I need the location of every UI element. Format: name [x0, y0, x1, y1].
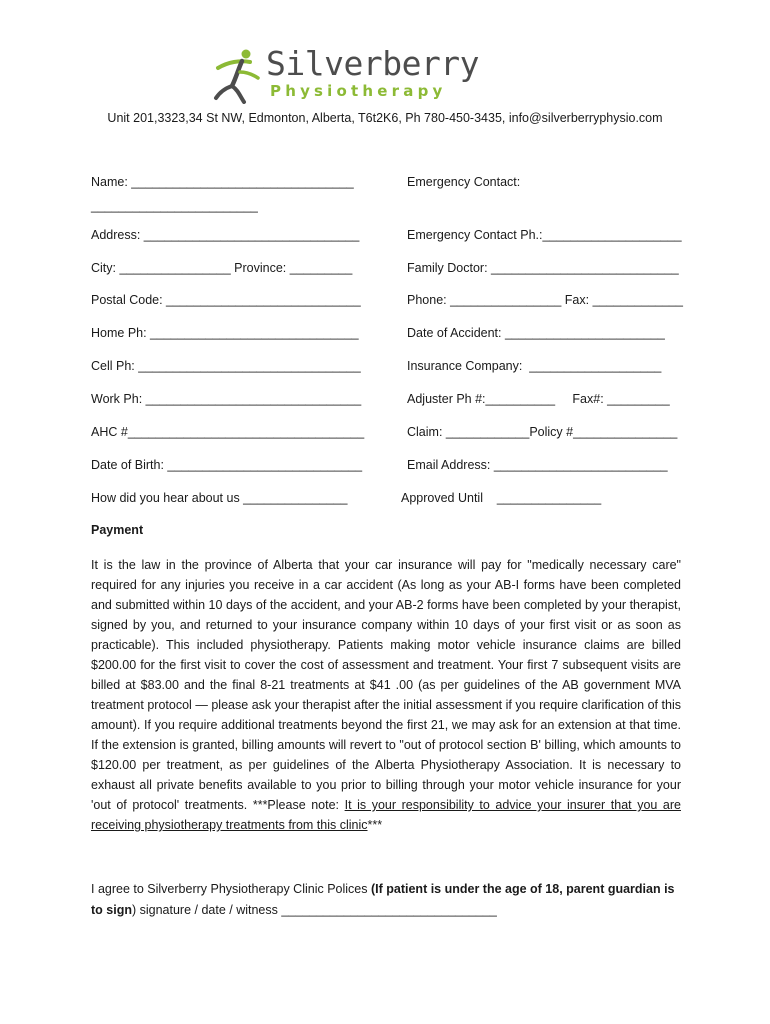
address-field[interactable]: Address: _______________________________ [91, 228, 360, 242]
name-field-continued[interactable]: ________________________ [91, 199, 258, 213]
agreement-statement [91, 879, 681, 921]
email-address-field[interactable]: Email Address: _________________________ [407, 458, 668, 472]
agreement-guardian-note: (If patient is under the age of 18, parent guardian is to sign [91, 882, 675, 917]
signature-field[interactable]: ) signature / date / witness _______________________________ [131, 903, 497, 917]
approved-until-field[interactable]: Approved Until _______________ [401, 491, 602, 505]
emergency-contact-phone-field[interactable]: Emergency Contact Ph.:____________________ [407, 228, 682, 242]
phone-fax-field[interactable]: Phone: ________________ Fax: _____________ [407, 293, 683, 307]
payment-paragraph [91, 555, 681, 835]
date-of-birth-field[interactable]: Date of Birth: ____________________________ [91, 458, 363, 472]
ahc-field[interactable]: AHC #__________________________________ [91, 425, 365, 439]
claim-policy-field[interactable]: Claim: ____________Policy #_______________ [407, 425, 678, 439]
clinic-address: Unit 201,3323,34 St NW, Edmonton, Alberta, T6t2K6, Ph 780-450-3435, info@silverberryphysio.com [107, 111, 663, 125]
adjuster-phone-fax-field[interactable]: Adjuster Ph #:__________ Fax#: _________ [407, 392, 670, 406]
cell-phone-field[interactable]: Cell Ph: ________________________________ [91, 359, 361, 373]
logo-subtitle: Physiotherapy [270, 82, 447, 100]
name-field[interactable]: Name: ________________________________ [91, 175, 354, 189]
payment-heading: Payment [91, 523, 144, 537]
city-province-field[interactable]: City: ________________ Province: _________ [91, 261, 353, 275]
referral-source-field[interactable]: How did you hear about us _______________ [91, 491, 348, 505]
emergency-contact-field[interactable]: Emergency Contact: [407, 175, 521, 189]
payment-notice-underlined: It is your responsibility to advice your insurer that you are receiving physiotherapy treatments from this clinic [91, 798, 681, 832]
logo-name: Silverberry [266, 44, 480, 83]
insurance-company-field[interactable]: Insurance Company: ___________________ [407, 359, 662, 373]
payment-notice-tail: *** [367, 818, 383, 832]
home-phone-field[interactable]: Home Ph: ______________________________ [91, 326, 359, 340]
postal-code-field[interactable]: Postal Code: ____________________________ [91, 293, 361, 307]
clinic-logo [210, 44, 480, 106]
date-of-accident-field[interactable]: Date of Accident: _______________________ [407, 326, 665, 340]
work-phone-field[interactable]: Work Ph: _______________________________ [91, 392, 362, 406]
payment-body-text: It is the law in the province of Alberta that your car insurance will pay for "medically necessary care" required for any injuries you receive in a car accident (As long as your AB-I forms have been completed and submitted within 10 days of the accident, and your AB-2 forms have been completed by your therapist, signed by you, and returned to your insurance company within 10 days of your first visit or as soon as practicable). This included physiotherapy. Patients making motor vehicle insurance claims are billed $200.00 for the first visit to cover the cost of assessment and treatment. Your first 7 subsequent visits are billed at $83.00 and the final 8-21 treatments at $41 .00 (as per guidelines of the AB government MVA treatment protocol — please ask your therapist after the initial assessment if you require clarification of this amount). If you require additional treatments beyond the first 21, we may ask for an extension at that time. If the extension is granted, billing amounts will revert to "out of protocol section B' billing, which amounts to $120.00 per treatment, as per guidelines of the Alberta Physiotherapy Association. It is necessary to exhaust all private benefits available to you prior to billing through your motor vehicle insurance for your 'out of protocol' treatments. ***Please note: [91, 558, 681, 812]
agreement-lead-text: I agree to Silverberry Physiotherapy Clinic Polices [91, 882, 371, 896]
runner-logo-icon [210, 48, 264, 104]
family-doctor-field[interactable]: Family Doctor: ___________________________ [407, 261, 679, 275]
